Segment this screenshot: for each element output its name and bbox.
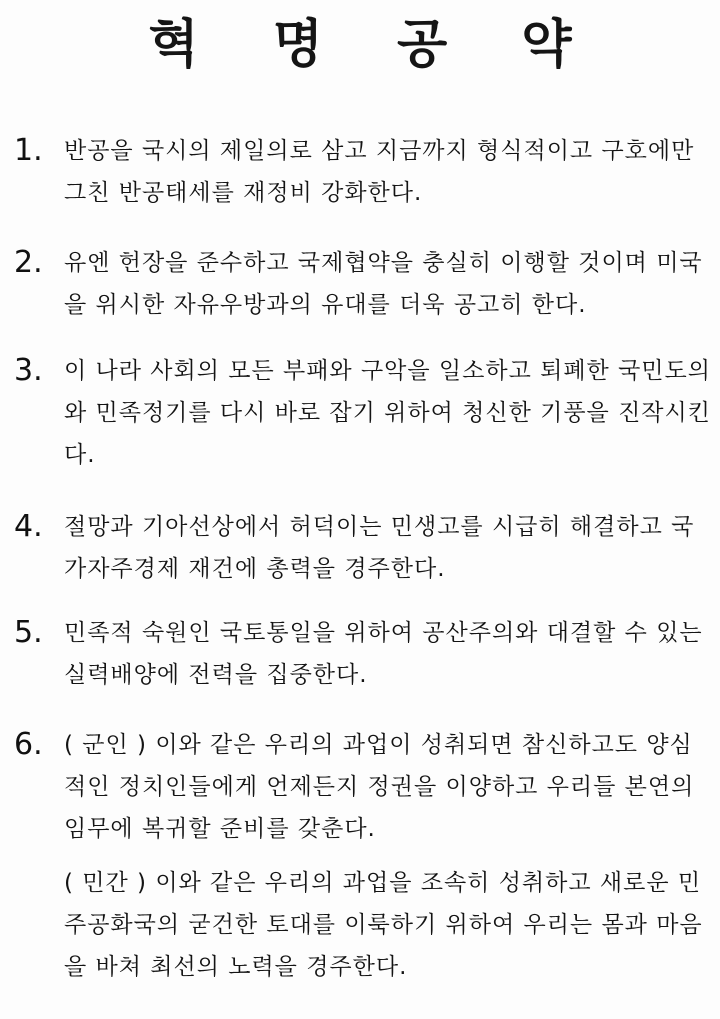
pledge-number: 1. — [14, 133, 43, 168]
pledge-item-6 — [14, 724, 714, 988]
pledge-item-5 — [14, 612, 714, 696]
pledge-number: 4. — [14, 509, 43, 544]
pledge-text: 절망과 기아선상에서 허덕이는 민생고를 시급히 해결하고 국가자주경제 재건에 총력을 경주한다. — [64, 514, 695, 582]
pledge-number: 6. — [14, 727, 43, 762]
pledge-item-3 — [14, 350, 714, 476]
page-title: 혁 명 공 약 — [148, 14, 600, 75]
pledge-text-group — [64, 724, 714, 988]
pledge-text: 유엔 헌장을 준수하고 국제협약을 충실히 이행할 것이며 미국을 위시한 자유우방과의 유대를 더욱 공고히 한다. — [64, 250, 703, 318]
pledge-item-2 — [14, 242, 714, 326]
pledge-item-4 — [14, 506, 714, 590]
pledge-number: 2. — [14, 245, 43, 280]
pledge-text: 이 나라 사회의 모든 부패와 구악을 일소하고 퇴폐한 국민도의와 민족정기를 다시 바로 잡기 위하여 청신한 기풍을 진작시킨다. — [64, 358, 711, 468]
pledge-number: 5. — [14, 615, 43, 650]
pledge-text: 반공을 국시의 제일의로 삼고 지금까지 형식적이고 구호에만 그친 반공태세를 재정비 강화한다. — [64, 138, 695, 206]
pledge-text-civilian: ( 민간 ) 이와 같은 우리의 과업을 조속히 성취하고 새로운 민주공화국의 굳건한 토대를 이룩하기 위하여 우리는 몸과 마음을 바쳐 최선의 노력을 경주한다. — [64, 870, 703, 980]
pledge-text-military: ( 군인 ) 이와 같은 우리의 과업이 성취되면 참신하고도 양심적인 정치인들에게 언제든지 정권을 이양하고 우리들 본연의 임무에 복귀할 준비를 갖춘다. — [64, 732, 695, 842]
pledge-item-1 — [14, 130, 714, 214]
pledge-text: 민족적 숙원인 국토통일을 위하여 공산주의와 대결할 수 있는 실력배양에 전력을 집중한다. — [64, 620, 703, 688]
pledge-number: 3. — [14, 353, 43, 388]
